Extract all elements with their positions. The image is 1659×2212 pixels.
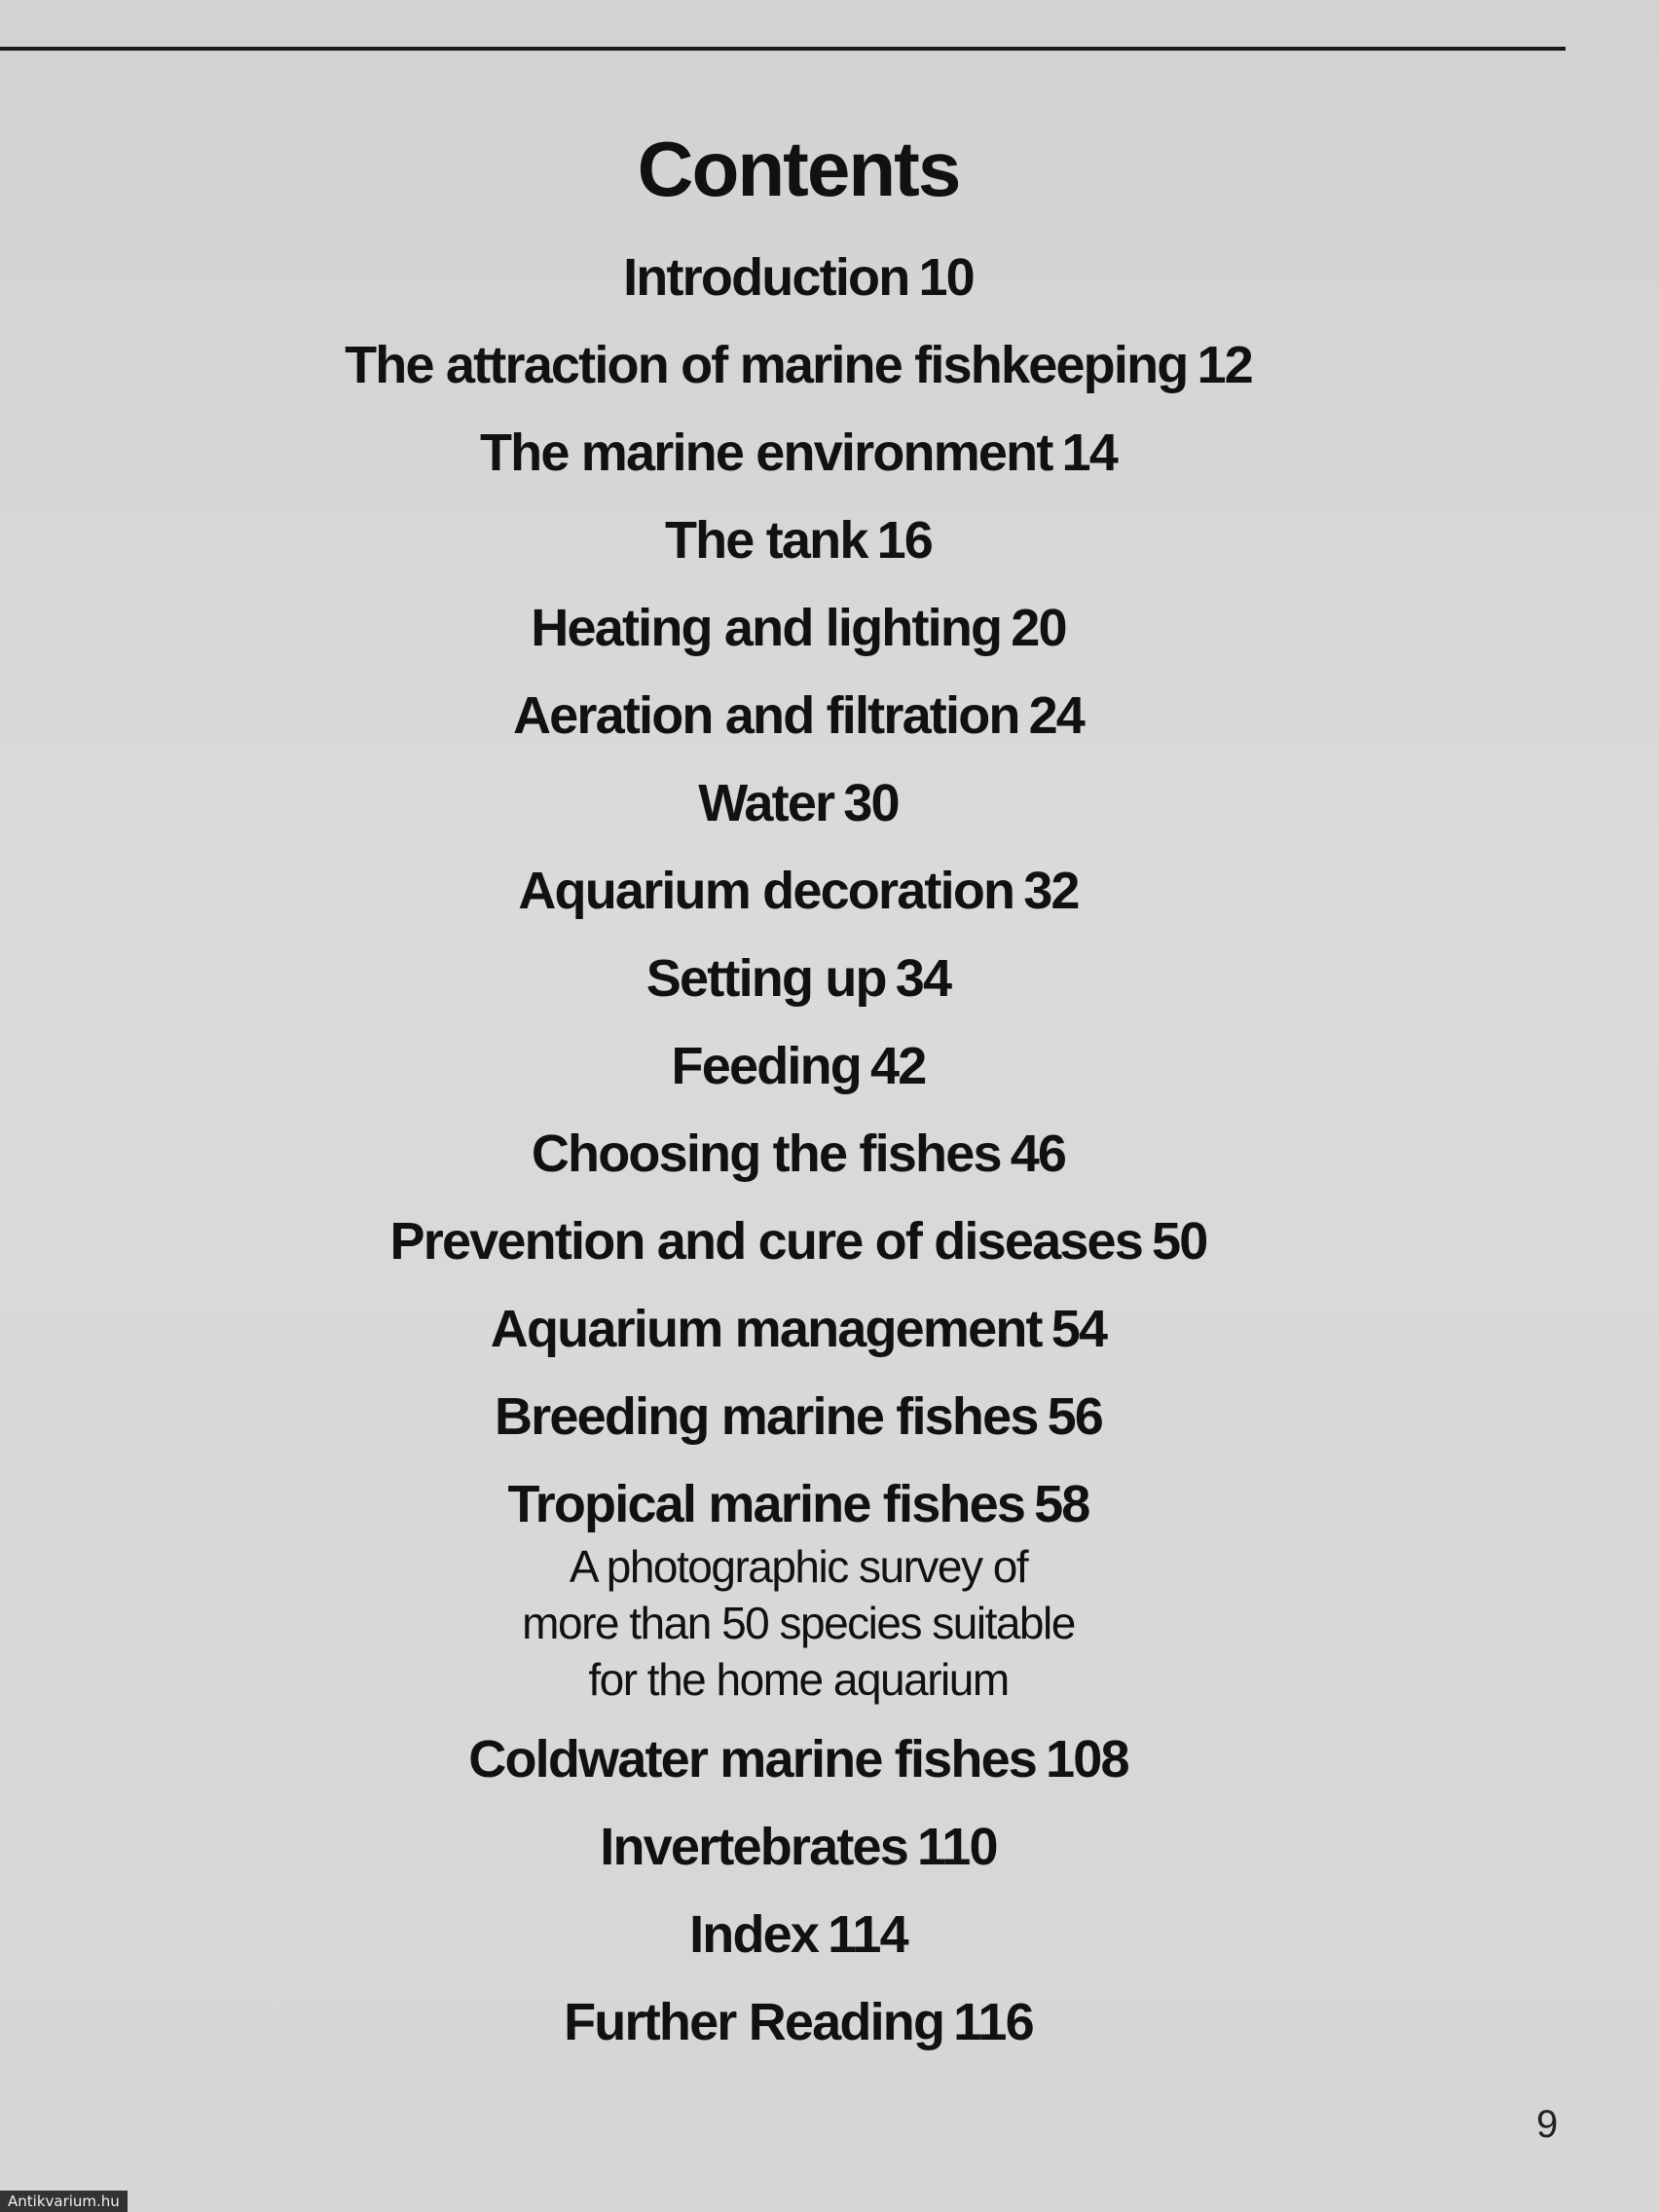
toc-entry-page: 58 [1034, 1475, 1089, 1533]
toc-entry-label: Invertebrates [600, 1818, 908, 1876]
toc-entry-feeding [0, 1022, 1597, 1110]
toc-entry-page: 116 [953, 1993, 1033, 2051]
toc-entry-label: Choosing the fishes [531, 1124, 1001, 1183]
toc-entry-water [0, 759, 1597, 847]
toc-entry-label: The tank [664, 511, 867, 570]
toc-entry-further-reading [0, 1978, 1597, 2066]
toc-entry-label: Feeding [671, 1037, 861, 1095]
toc-entry-page: 110 [917, 1818, 997, 1876]
toc-entry-aquarium-decoration [0, 847, 1597, 935]
toc-entry-aeration-filtration [0, 672, 1597, 759]
toc-entry-label: Prevention and cure of diseases [389, 1212, 1143, 1271]
toc-entry-description [0, 1538, 1597, 1708]
table-of-contents [0, 234, 1597, 2066]
toc-entry-diseases [0, 1198, 1597, 1285]
toc-entry-introduction [0, 234, 1597, 321]
top-rule [0, 47, 1566, 51]
toc-entry-page: 54 [1051, 1300, 1107, 1358]
toc-entry-page: 46 [1010, 1124, 1066, 1183]
toc-entry-label: Setting up [645, 949, 886, 1008]
toc-entry-page: 30 [843, 774, 899, 832]
toc-entry-label: Water [698, 774, 834, 832]
toc-entry-page: 114 [828, 1905, 907, 1964]
toc-entry-page: 42 [869, 1037, 926, 1095]
description-line: A photographic survey of [569, 1541, 1028, 1592]
toc-entry-label: Index [689, 1905, 819, 1964]
toc-entry-page: 20 [1011, 599, 1066, 657]
toc-entry-page: 34 [895, 949, 951, 1008]
toc-entry-tank [0, 497, 1597, 584]
toc-entry-label: The marine environment [479, 424, 1052, 482]
page-number: 9 [1536, 2103, 1559, 2146]
toc-entry-label: Introduction [623, 248, 909, 307]
toc-entry-label: Heating and lighting [531, 599, 1002, 657]
toc-entry-page: 10 [918, 248, 974, 307]
toc-entry-breeding [0, 1373, 1597, 1460]
toc-entry-page: 12 [1197, 336, 1252, 394]
toc-entry-label: Aquarium decoration [518, 862, 1014, 920]
toc-entry-coldwater-marine-fishes [0, 1715, 1597, 1803]
toc-entry-marine-environment [0, 409, 1597, 497]
toc-entry-label: Further Reading [564, 1993, 944, 2051]
toc-entry-label: Tropical marine fishes [507, 1475, 1025, 1533]
toc-entry-setting-up [0, 935, 1597, 1022]
toc-entry-heating-lighting [0, 584, 1597, 672]
toc-entry-invertebrates [0, 1803, 1597, 1891]
toc-entry-label: Aquarium management [490, 1300, 1042, 1358]
toc-entry-index [0, 1891, 1597, 1978]
toc-entry-choosing-fishes [0, 1110, 1597, 1198]
toc-entry-label: The attraction of marine fishkeeping [345, 336, 1188, 394]
toc-entry-attraction [0, 321, 1597, 409]
toc-entry-page: 32 [1023, 862, 1079, 920]
toc-entry-label: Breeding marine fishes [494, 1387, 1038, 1446]
toc-entry-aquarium-management [0, 1285, 1597, 1373]
description-line: more than 50 species suitable [522, 1598, 1075, 1648]
toc-entry-page: 56 [1047, 1387, 1103, 1446]
watermark: Antikvarium.hu [0, 2191, 128, 2212]
description-line: for the home aquarium [588, 1654, 1009, 1705]
toc-entry-label: Coldwater marine fishes [468, 1730, 1037, 1788]
toc-entry-label: Aeration and filtration [512, 686, 1019, 745]
toc-entry-tropical-marine-fishes [0, 1460, 1597, 1548]
toc-entry-page: 24 [1028, 686, 1085, 745]
toc-entry-page: 16 [876, 511, 933, 570]
toc-entry-page: 50 [1152, 1212, 1207, 1271]
page-title: Contents [637, 125, 960, 212]
toc-entry-page: 14 [1061, 424, 1117, 482]
toc-entry-page: 108 [1046, 1730, 1128, 1788]
